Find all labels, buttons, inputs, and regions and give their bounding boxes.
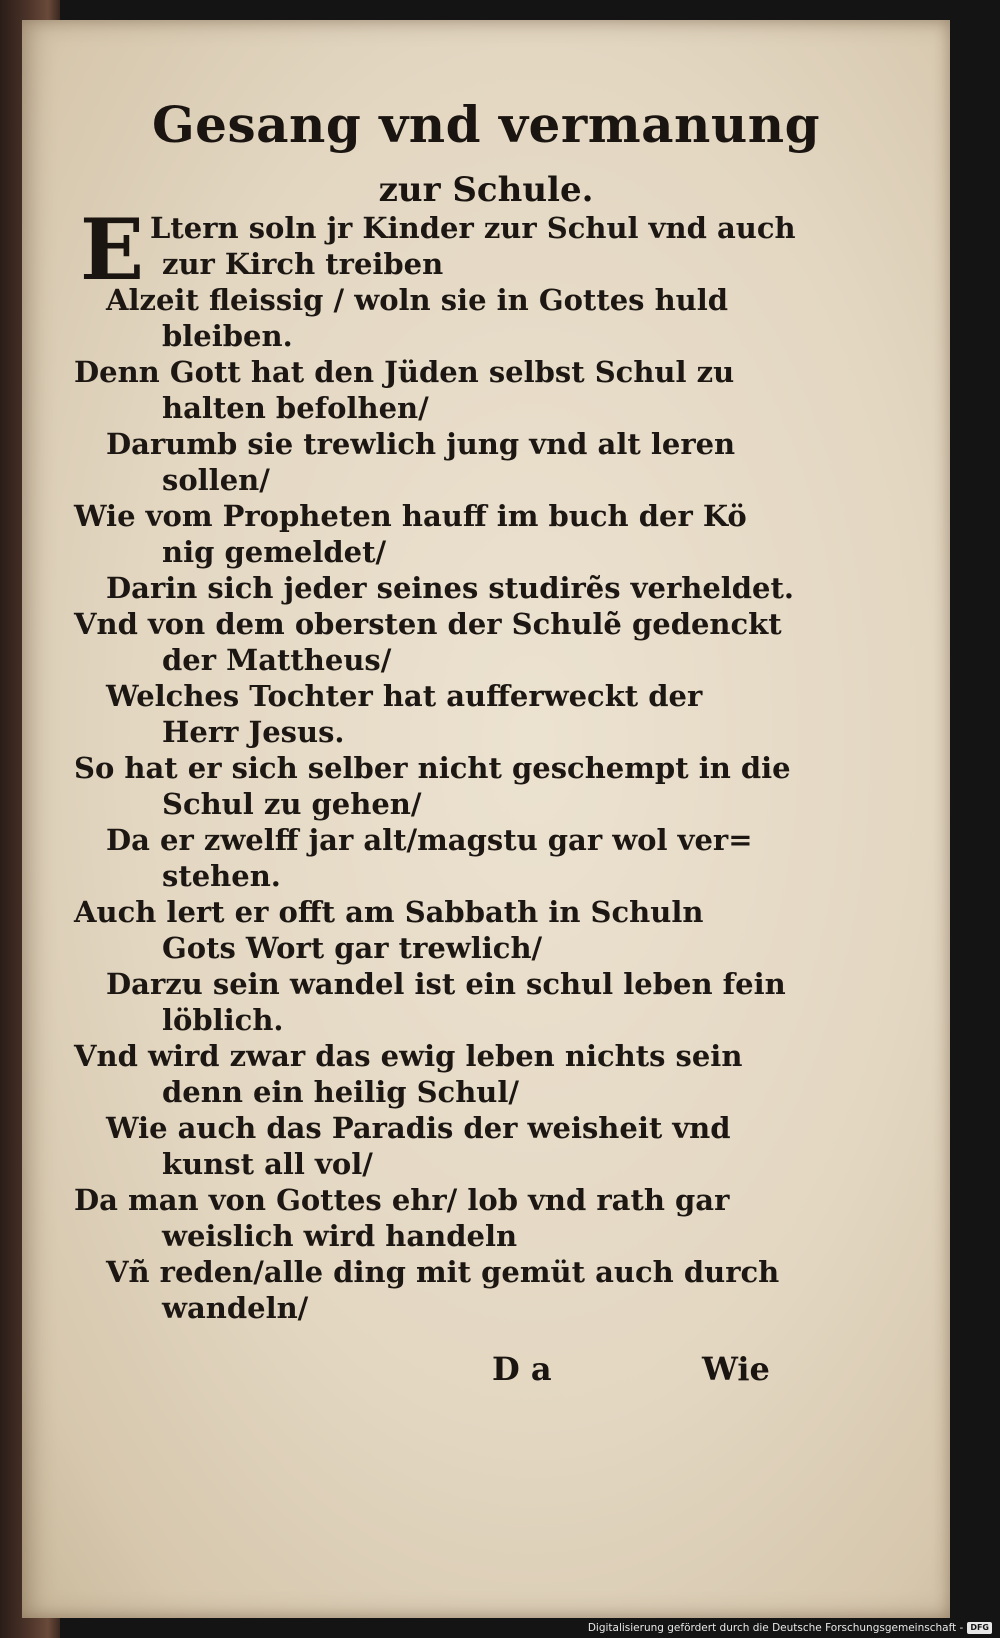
verse-line: Gots Wort gar trewlich/: [162, 931, 543, 965]
verse-line: So hat er sich selber nicht geschempt in die: [74, 751, 791, 785]
verse-line: Ltern soln jr Kinder zur Schul vnd auch: [150, 211, 796, 245]
verse-line: Vñ reden/alle ding mit gemüt auch durch: [106, 1255, 780, 1289]
verse-line: Wie vom Propheten hauff im buch der Kö: [74, 499, 747, 533]
catchword: Wie: [702, 1350, 770, 1388]
verse-line: Herr Jesus.: [162, 715, 345, 749]
verse-line: stehen.: [162, 859, 281, 893]
verse-line: bleiben.: [162, 319, 293, 353]
verse-line: halten befolhen/: [162, 391, 429, 425]
verse-line: der Mattheus/: [162, 643, 392, 677]
verse-line: Darzu sein wandel ist ein schul leben fein: [106, 967, 786, 1001]
verse-line: Wie auch das Paradis der weisheit vnd: [106, 1111, 731, 1145]
verse-line: sollen/: [162, 463, 270, 497]
verse-line: Darin sich jeder seines studirẽs verheldet.: [106, 571, 794, 605]
verse-line: Schul zu gehen/: [162, 787, 422, 821]
signature-mark: D a: [492, 1350, 552, 1388]
verse-line: Alzeit fleissig / woln sie in Gottes huld: [106, 283, 729, 317]
footer-credit: Digitalisierung gefördert durch die Deutsche Forschungsgemeinschaft -: [587, 1622, 964, 1634]
verse-line: kunst all vol/: [162, 1147, 373, 1181]
verse-line: Welches Tochter hat aufferweckt der: [106, 679, 703, 713]
verse-line: löblich.: [162, 1003, 284, 1037]
verse-line: Da man von Gottes ehr/ lob vnd rath gar: [74, 1183, 730, 1217]
page-title: Gesang vnd vermanung: [151, 95, 821, 154]
dfg-logo-icon: DFG: [967, 1622, 992, 1634]
verse-line: Vnd wird zwar das ewig leben nichts sein: [74, 1039, 743, 1073]
verse-line: Darumb sie trewlich jung vnd alt leren: [106, 427, 736, 461]
verse-line: Denn Gott hat den Jüden selbst Schul zu: [74, 355, 735, 389]
verse-line: denn ein heilig Schul/: [162, 1075, 519, 1109]
verse-line: weislich wird handeln: [162, 1219, 518, 1253]
verse-line: Vnd von dem obersten der Schulẽ gedenckt: [74, 607, 782, 641]
verse-line: Auch lert er offt am Sabbath in Schuln: [74, 895, 704, 929]
verse-line: nig gemeldet/: [162, 535, 387, 569]
verse-line: zur Kirch treiben: [162, 247, 444, 281]
page-subtitle: zur Schule.: [378, 170, 594, 210]
drop-cap: E: [80, 200, 145, 299]
verse-line: wandeln/: [162, 1291, 309, 1325]
book-page: [22, 20, 950, 1618]
verse-line: Da er zwelff jar alt/magstu gar wol ver=: [106, 823, 753, 857]
digitization-footer: [588, 1622, 992, 1634]
